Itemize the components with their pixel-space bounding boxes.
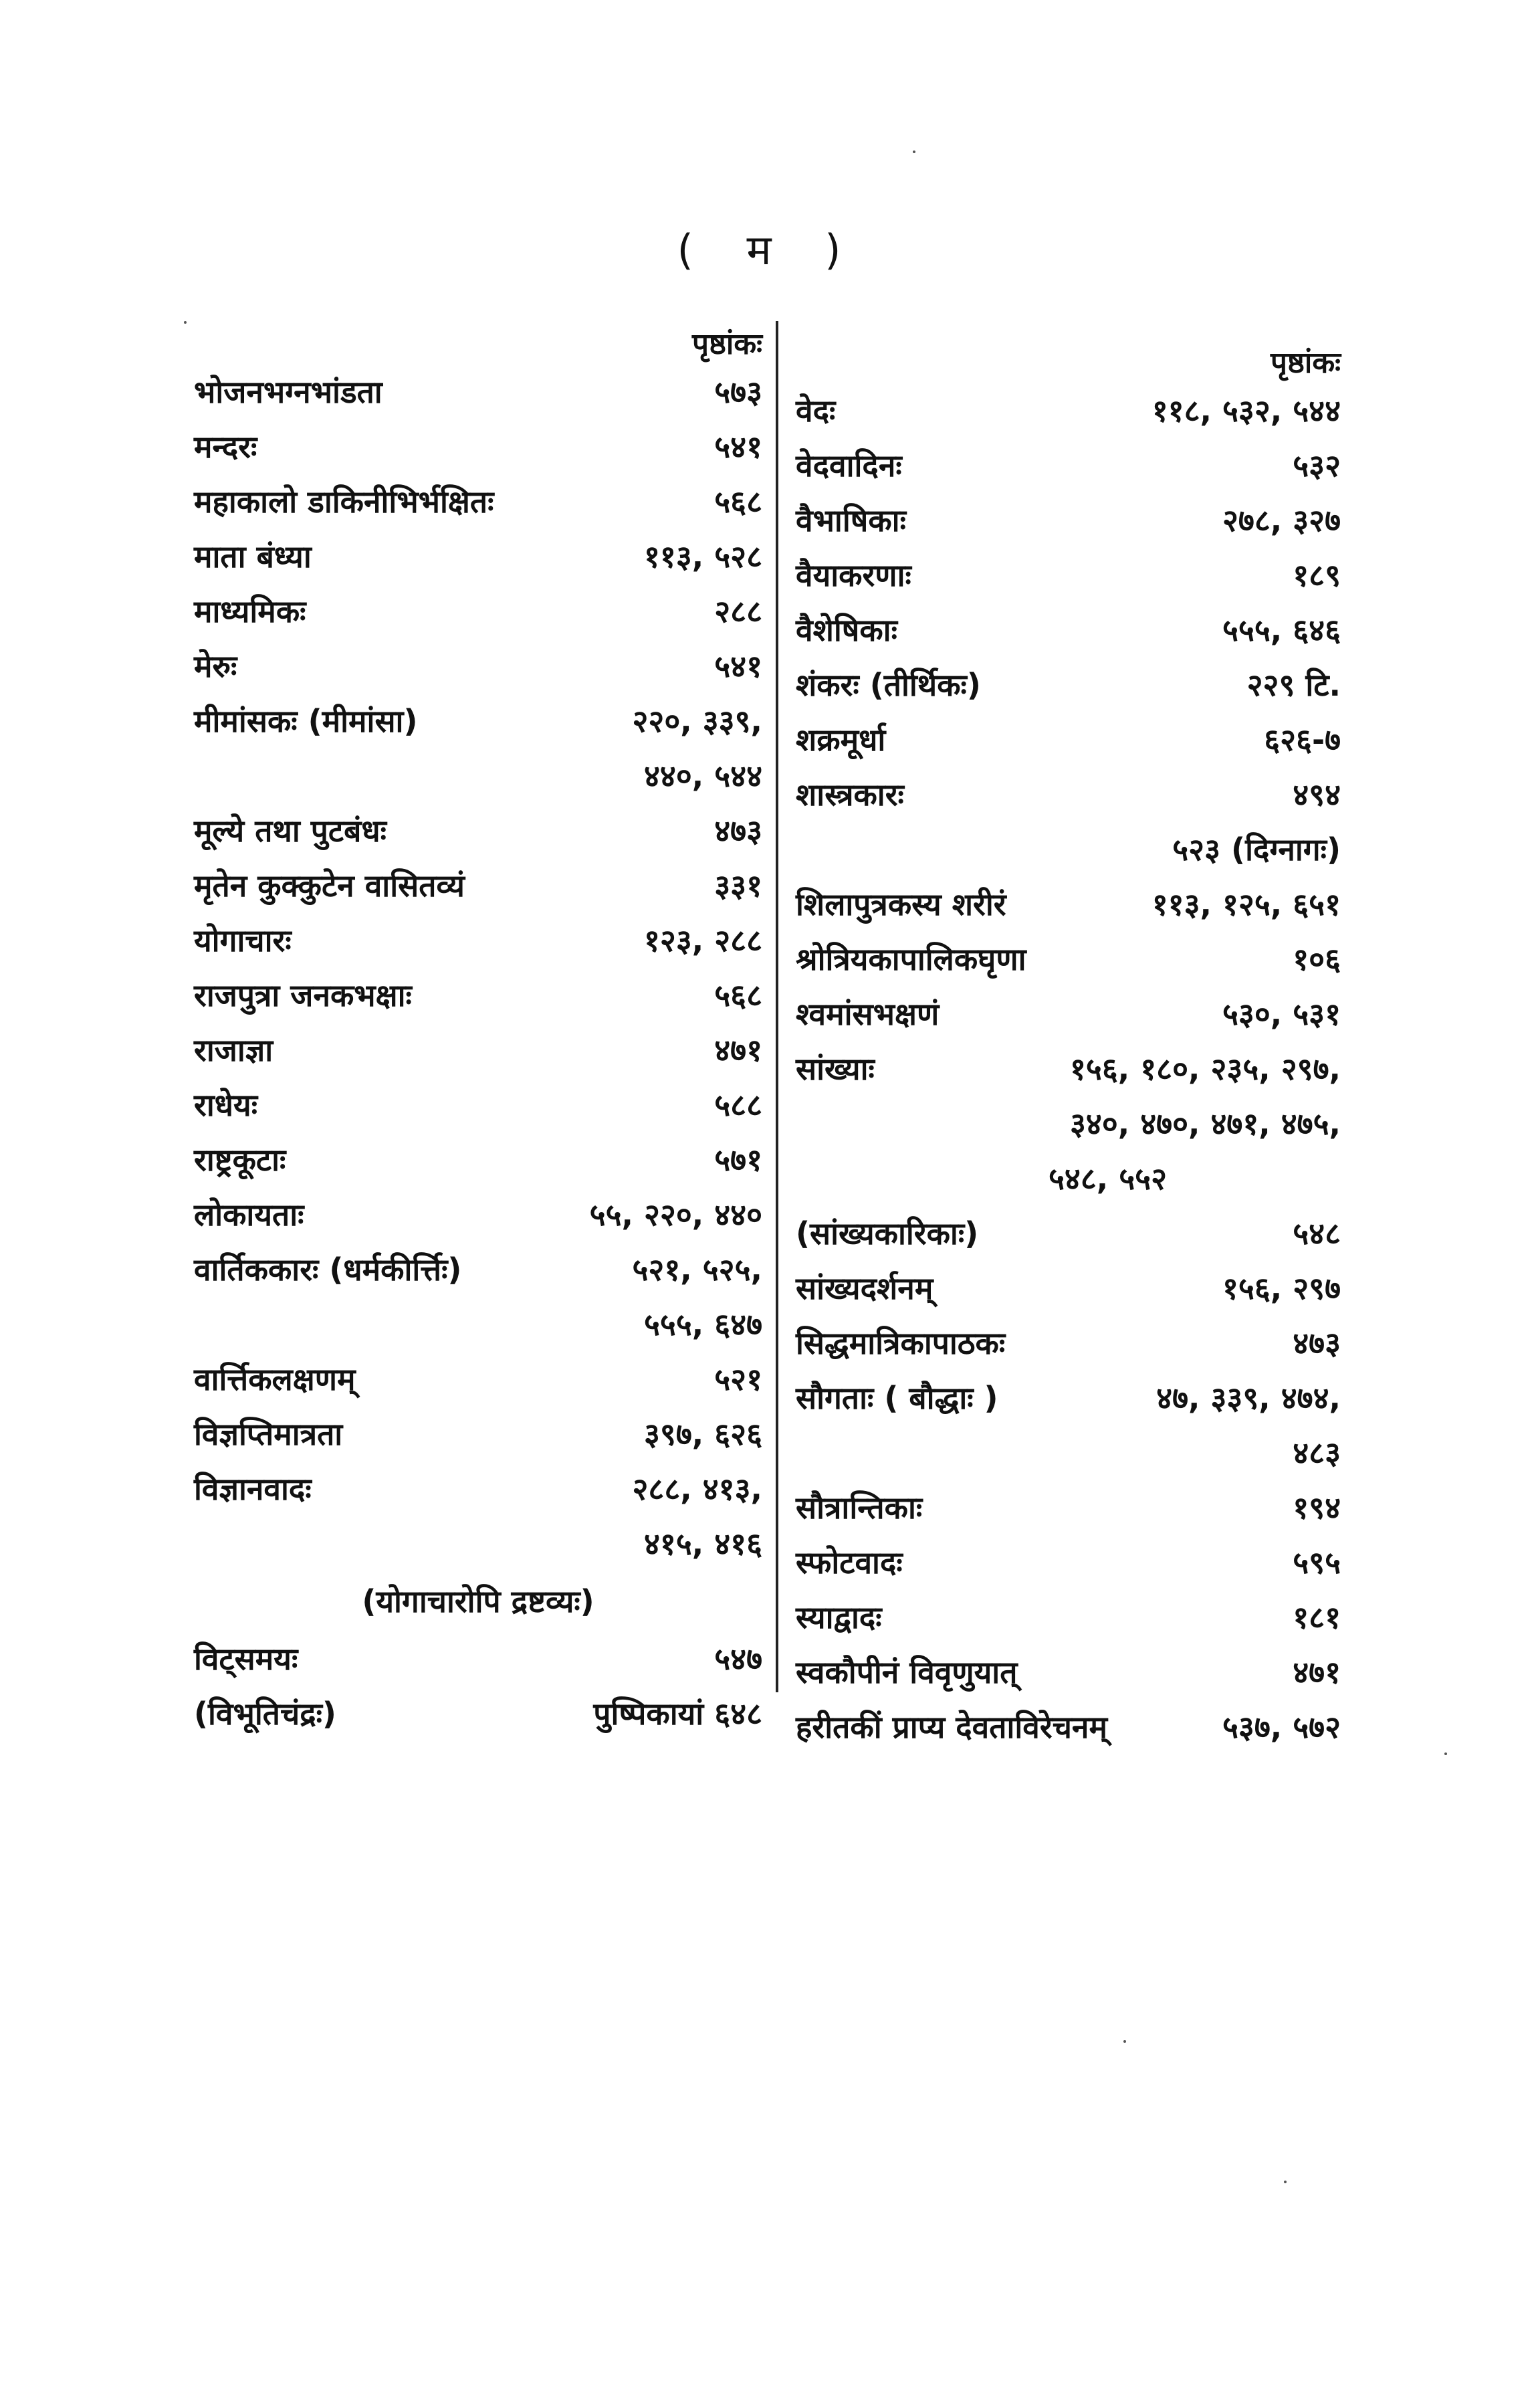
page-refs: २२९ टि. bbox=[1246, 667, 1341, 703]
index-term: विज्ञप्तिमात्रता bbox=[194, 1416, 343, 1452]
list-item bbox=[194, 1462, 762, 1516]
page-refs: ५५५, ६४६ bbox=[1222, 612, 1341, 648]
index-term: लोकायताः bbox=[194, 1197, 304, 1233]
left-column-header: पृष्ठांकः bbox=[692, 327, 762, 361]
scan-speck bbox=[1444, 1752, 1447, 1755]
list-item bbox=[796, 1371, 1341, 1425]
page-refs: १५६, १८०, २३५, २९७, bbox=[1070, 1051, 1341, 1087]
page-refs: ५३०, ५३१ bbox=[1222, 996, 1341, 1032]
list-item bbox=[796, 383, 1341, 438]
index-term: वैभाषिकाः bbox=[796, 502, 906, 538]
index-term: स्याद्वादः bbox=[796, 1599, 882, 1635]
index-term: शंकरः (तीर्थिकः) bbox=[796, 667, 981, 703]
index-term: महाकालो डाकिनीभिर्भक्षितः bbox=[194, 484, 494, 520]
list-item bbox=[796, 493, 1341, 548]
list-item bbox=[796, 1316, 1341, 1371]
index-term: वार्त्तिकलक्षणम् bbox=[194, 1361, 356, 1397]
cross-reference-note: (योगाचारोपि द्रष्टव्यः) bbox=[362, 1583, 594, 1619]
index-term: वार्तिककारः (धर्मकीर्त्तिः) bbox=[194, 1251, 462, 1288]
scan-speck bbox=[184, 321, 187, 324]
page-refs: ३३१ bbox=[714, 868, 762, 904]
index-term: हरीतकीं प्राप्य देवताविरेचनम् bbox=[796, 1709, 1107, 1745]
list-item bbox=[194, 1407, 762, 1462]
list-item bbox=[796, 1590, 1341, 1645]
list-item bbox=[194, 694, 762, 748]
page-refs: ५९५ bbox=[1293, 1544, 1341, 1581]
page-refs: ५४८ bbox=[1293, 1215, 1341, 1251]
scan-speck bbox=[1123, 2040, 1126, 2043]
page-refs: ५७१ bbox=[714, 1142, 762, 1178]
list-item bbox=[194, 913, 762, 968]
index-term: विट्समयः bbox=[194, 1641, 298, 1677]
index-term: सौत्रान्तिकाः bbox=[796, 1490, 923, 1526]
list-item bbox=[194, 1352, 762, 1407]
list-item bbox=[194, 1078, 762, 1132]
right-column-header: पृष्ठांकः bbox=[1271, 346, 1341, 380]
page-refs-continued: ३४०, ४७०, ४७१, ४७५, bbox=[1070, 1106, 1341, 1142]
page-refs: २२०, ३३९, bbox=[632, 703, 762, 739]
list-item bbox=[194, 639, 762, 694]
scan-speck bbox=[913, 150, 915, 153]
index-term: श्रोत्रियकापालिकघृणा bbox=[796, 941, 1026, 977]
index-term: वेदवादिनः bbox=[796, 447, 902, 484]
list-item bbox=[796, 877, 1341, 932]
index-term: विज्ञानवादः bbox=[194, 1471, 312, 1507]
page-refs-continued: ५२३ (दिग्नागः) bbox=[1172, 831, 1341, 868]
list-item bbox=[194, 529, 762, 584]
page-refs-continued: ४४०, ५४४ bbox=[643, 758, 762, 794]
list-item bbox=[796, 767, 1341, 822]
page-refs: ४७३ bbox=[714, 813, 762, 849]
index-term: सांख्यदर्शनम् bbox=[796, 1270, 933, 1306]
page-refs: १२३, २८८ bbox=[643, 922, 762, 959]
list-item bbox=[194, 1242, 762, 1297]
index-term: योगाचारः bbox=[194, 922, 292, 959]
list-item bbox=[194, 474, 762, 529]
index-term: मेरुः bbox=[194, 648, 237, 684]
list-item bbox=[796, 932, 1341, 987]
list-item bbox=[796, 438, 1341, 493]
index-term: राधेयः bbox=[194, 1087, 257, 1123]
list-item bbox=[194, 968, 762, 1023]
list-item bbox=[796, 603, 1341, 658]
index-term: भोजनभग्नभांडता bbox=[194, 374, 382, 410]
page-refs: ५६८ bbox=[714, 484, 762, 520]
list-item bbox=[796, 548, 1341, 603]
page-refs: ४७, ३३९, ४७४, bbox=[1156, 1380, 1341, 1416]
list-item bbox=[194, 365, 762, 419]
list-item bbox=[796, 1480, 1341, 1535]
page-refs: १९४ bbox=[1293, 1490, 1341, 1526]
index-term: स्फोटवादः bbox=[796, 1544, 903, 1581]
page-refs: १८१ bbox=[1293, 1599, 1341, 1635]
list-item bbox=[194, 1686, 762, 1741]
page-refs: ३९७, ६२६ bbox=[643, 1416, 762, 1452]
scan-speck bbox=[1284, 2181, 1287, 2183]
index-term: शास्त्रकारः bbox=[796, 777, 904, 813]
page-refs: ४७३ bbox=[1293, 1325, 1341, 1361]
list-item bbox=[796, 987, 1341, 1041]
page-refs: ५३७, ५७२ bbox=[1222, 1709, 1341, 1745]
index-term: मूल्ये तथा पुटबंधः bbox=[194, 813, 387, 849]
page-number: ( म ) bbox=[677, 225, 861, 274]
page-refs: ४९४ bbox=[1293, 777, 1341, 813]
page-refs: ११३, १२५, ६५१ bbox=[1151, 886, 1341, 922]
page-refs: २८८, ४१३, bbox=[632, 1471, 762, 1507]
page-refs-continued: ५५५, ६४७ bbox=[643, 1306, 762, 1342]
index-term: शक्रमूर्धा bbox=[796, 722, 886, 758]
column-divider bbox=[776, 321, 778, 1692]
page-refs-continued: ४८३ bbox=[1293, 1435, 1341, 1471]
page-refs: ४७१ bbox=[1293, 1654, 1341, 1690]
page-refs: ६२६-७ bbox=[1264, 722, 1341, 758]
page-refs: २७८, ३२७ bbox=[1222, 502, 1341, 538]
index-term: माध्यमिकः bbox=[194, 593, 306, 629]
page-refs: ५५, २२०, ४४० bbox=[589, 1197, 762, 1233]
list-item bbox=[194, 1631, 762, 1686]
index-term: श्वमांसभक्षणं bbox=[796, 996, 940, 1032]
list-item bbox=[796, 1645, 1341, 1700]
list-item bbox=[194, 1132, 762, 1187]
index-term: माता बंध्या bbox=[194, 538, 312, 575]
page-refs-continued: ४१५, ४१६ bbox=[643, 1526, 762, 1562]
list-item bbox=[194, 803, 762, 858]
page-refs: ४७१ bbox=[714, 1032, 762, 1068]
page-refs: २८८ bbox=[714, 593, 762, 629]
page-refs: ५८८ bbox=[714, 1087, 762, 1123]
page-refs: १५६, २९७ bbox=[1222, 1270, 1341, 1306]
page-refs: ५२१, ५२५, bbox=[632, 1251, 762, 1288]
index-term: शिलापुत्रकस्य शरीरं bbox=[796, 886, 1006, 922]
page-refs: पुष्पिकायां ६४८ bbox=[593, 1696, 762, 1732]
list-item bbox=[796, 1700, 1341, 1754]
page-refs: ५७३ bbox=[714, 374, 762, 410]
page-refs: १०६ bbox=[1293, 941, 1341, 977]
index-term: राजाज्ञा bbox=[194, 1032, 273, 1068]
index-term: स्वकौपीनं विवृणुयात् bbox=[796, 1654, 1018, 1690]
list-item bbox=[194, 1187, 762, 1242]
index-term: मन्दरः bbox=[194, 429, 257, 465]
index-term: (सांख्यकारिकाः) bbox=[796, 1215, 979, 1251]
list-item bbox=[194, 858, 762, 913]
page-refs: ५६८ bbox=[714, 977, 762, 1013]
page-refs-continued: ५४८, ५५२ bbox=[1048, 1161, 1167, 1197]
right-column bbox=[796, 324, 1341, 1754]
list-item bbox=[796, 1261, 1341, 1316]
page-refs: ५२१ bbox=[714, 1361, 762, 1397]
page-refs: ५३२ bbox=[1293, 447, 1341, 484]
index-term: सिद्धमात्रिकापाठकः bbox=[796, 1325, 1006, 1361]
list-item bbox=[796, 658, 1341, 712]
index-term: वैशेषिकाः bbox=[796, 612, 897, 648]
page-refs: ११८, ५३२, ५४४ bbox=[1151, 393, 1341, 429]
index-term: सांख्याः bbox=[796, 1051, 875, 1087]
list-item bbox=[796, 1206, 1341, 1261]
list-item bbox=[796, 1041, 1341, 1096]
page-refs: ५४७ bbox=[714, 1641, 762, 1677]
index-term: वेदः bbox=[796, 393, 836, 429]
index-term: वैयाकरणाः bbox=[796, 557, 911, 593]
index-term: मीमांसकः (मीमांसा) bbox=[194, 703, 418, 739]
list-item bbox=[796, 712, 1341, 767]
page-refs: ५४१ bbox=[714, 429, 762, 465]
index-term: मृतेन कुक्कुटेन वासितव्यं bbox=[194, 868, 465, 904]
list-item bbox=[194, 419, 762, 474]
list-item bbox=[194, 584, 762, 639]
page-refs: ५४१ bbox=[714, 648, 762, 684]
page-refs: ११३, ५२८ bbox=[643, 538, 762, 575]
left-column bbox=[194, 324, 762, 1741]
index-term: (विभूतिचंद्रः) bbox=[194, 1696, 336, 1732]
list-item bbox=[194, 1023, 762, 1078]
index-term: राजपुत्रा जनकभक्षाः bbox=[194, 977, 412, 1013]
index-term: राष्ट्रकूटाः bbox=[194, 1142, 286, 1178]
index-term: सौगताः ( बौद्धाः ) bbox=[796, 1380, 998, 1416]
page-refs: १८९ bbox=[1293, 557, 1341, 593]
list-item bbox=[796, 1535, 1341, 1590]
